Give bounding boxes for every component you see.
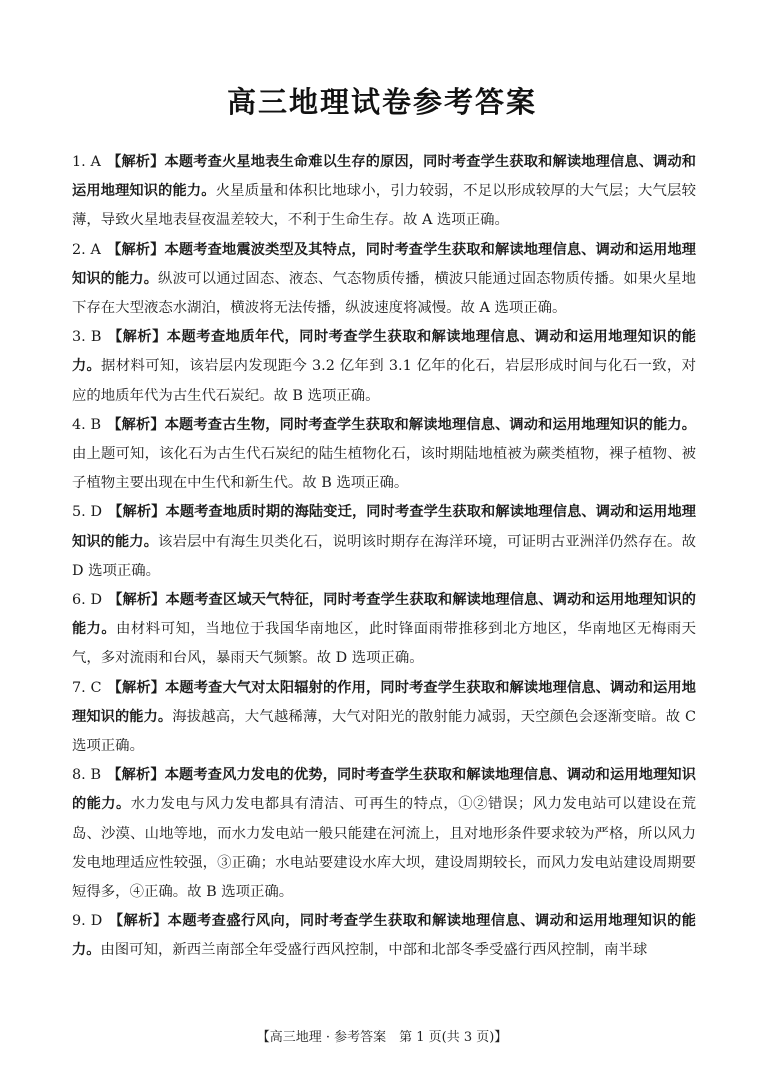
analysis-heading: 【解析】本题考查盛行风向，同时考查学生获取和解读地理信息、调动和运用地理知识的能力。 [72,913,696,959]
answer-explanation: 海拔越高，大气越稀薄，大气对阳光的散射能力减弱，天空颜色会逐渐变暗。故 C 选项正确。 [72,708,696,755]
answer-explanation: 该岩层中有海生贝类化石，说明该时期存在海洋环境，可证明古亚洲洋仍然存在。故 D 选项正确。 [72,533,696,579]
answer-item-9 [72,907,696,965]
answer-list [72,148,696,966]
answer-item-3 [72,323,696,411]
answer-number: 1. A [72,154,101,170]
answer-item-7 [72,674,696,762]
answer-item-8 [72,761,696,907]
page-title: 高三地理试卷参考答案 [226,85,537,119]
answer-explanation: 水力发电与风力发电都具有清洁、可再生的特点，①②错误；风力发电站可以建设在荒岛、沙漠、山地等地，而水力发电站一般只能建在河流上，且对地形条件要求较为严格，所以风力发电地理适应性较强，③正确；水电站要建设水库大坝，建设周期较长，而风力发电站建设周期要短得多，④正确。故 B 选项正确。 [72,796,696,901]
analysis-heading: 【解析】本题考查地质年代，同时考查学生获取和解读地理信息、调动和运用地理知识的能力。 [72,329,696,375]
answer-number: 9. D [72,913,103,930]
answer-number: 4. B [72,416,102,433]
answer-item-4 [72,411,696,499]
answer-number: 7. C [72,679,102,696]
answer-number: 5. D [72,504,102,521]
answer-item-5 [72,498,696,586]
analysis-heading: 【解析】本题考查地震波类型及其特点，同时考查学生获取和解读地理信息、调动和运用地理知识的能力。 [72,241,696,287]
answer-number: 6. D [72,592,102,609]
analysis-heading: 【解析】本题考查风力发电的优势，同时考查学生获取和解读地理信息、调动和运用地理知识的能力。 [72,767,696,813]
answer-explanation: 纵波可以通过固态、液态、气态物质传播，横波只能通过固态物质传播。如果火星地下存在大型液态水湖泊，横波将无法传播，纵波速度将减慢。故 A 选项正确。 [72,270,696,317]
page-footer: 【高三地理 · 参考答案 第 1 页(共 3 页)】 [256,1030,508,1045]
answer-number: 8. B [72,767,102,784]
answer-explanation: 由图可知，新西兰南部全年受盛行西风控制，中部和北部冬季受盛行西风控制，南半球 [100,942,648,959]
answer-item-1 [72,148,696,236]
analysis-heading: 【解析】本题考查地质时期的海陆变迁，同时考查学生获取和解读地理信息、调动和运用地理知识的能力。 [72,504,696,550]
analysis-heading: 【解析】本题考查大气对太阳辐射的作用，同时考查学生获取和解读地理信息、调动和运用地理知识的能力。 [72,679,696,725]
answer-item-2 [72,236,696,324]
analysis-heading: 【解析】本题考查古生物，同时考查学生获取和解读地理信息、调动和运用地理知识的能力。 [107,416,696,433]
answer-explanation: 火星质量和体积比地球小，引力较弱，不足以形成较厚的大气层；大气层较薄，导致火星地表昼夜温差较大，不利于生命生存。故 A 选项正确。 [72,183,696,229]
answer-number: 2. A [72,241,101,258]
answer-explanation: 由材料可知，当地位于我国华南地区，此时锋面雨带推移到北方地区，华南地区无梅雨天气，多对流雨和台风，暴雨天气频繁。故 D 选项正确。 [72,621,696,667]
answer-explanation: 由上题可知，该化石为古生代石炭纪的陆生植物化石，该时期陆地植被为蕨类植物，裸子植物、被子植物主要出现在中生代和新生代。故 B 选项正确。 [72,446,696,492]
answer-number: 3. B [72,329,102,346]
analysis-heading: 【解析】本题考查火星地表生命难以生存的原因，同时考查学生获取和解读地理信息、调动和运用地理知识的能力。 [72,154,696,200]
analysis-heading: 【解析】本题考查区域天气特征，同时考查学生获取和解读地理信息、调动和运用地理知识的能力。 [72,592,696,638]
answer-item-6 [72,586,696,674]
answer-explanation: 据材料可知，该岩层内发现距今 3.2 亿年到 3.1 亿年的化石，岩层形成时间与化石一致，对应的地质年代为古生代石炭纪。故 B 选项正确。 [72,358,696,404]
